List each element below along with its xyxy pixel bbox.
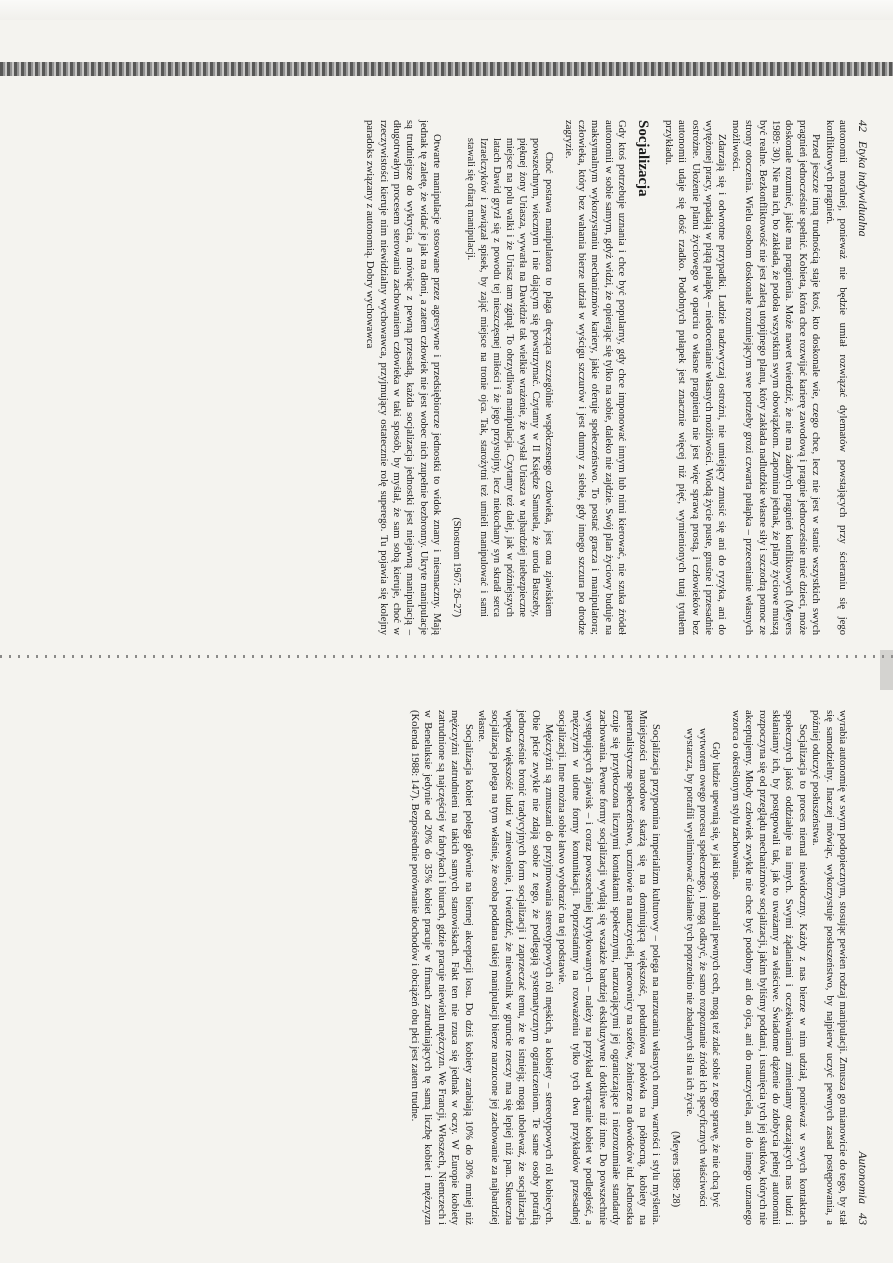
quote-citation: (Shostrom 1967: 26–27) bbox=[451, 517, 463, 617]
page-header-right bbox=[855, 1151, 870, 1225]
paragraph: Otwarte manipulacje stosowane przez agresywne i przedsiębiorcze jednostki to widok znany i niesmaczny. Mają jednak tę zaletę, że widać je jak na dłoni, a zatem człowiek nie jest wobec nich zupełnie bezbronny. Ukryte manipulacje są trudniejsze do wykrycia, a mówiąc z pewną przesadą, każda socjalizacja jednostki jest niejawną manipulacją – długotrwałym procesem sterowania zachowaniem człowieka w taki sposób, by myślał, że sam sobą kieruje, choć w rzeczywistości kieruje nim niewidzialny wychowawca, przyjmujący ostatecznie rolę superego. Tu pojawia się kolejny paradoks związany z autonomią. Dobry wychowawca bbox=[364, 120, 443, 635]
page-number: 43 bbox=[856, 1213, 870, 1225]
page-header-left bbox=[855, 120, 870, 237]
scan-edge-shadow bbox=[0, 62, 893, 76]
section-heading: Socjalizacja bbox=[635, 120, 652, 197]
block-quote: Choć postawa manipulatora to plaga dręcząca szczególnie współczesnego człowieka, jest ona zjawiskiem powszechnym, wiecznym i nie dającym się powstrzymać. Czytamy w II Księdze Samuela, że uroda Batszeby, pięknej żony Uriasza, wywarła na Dawidzie tak wielkie wrażenie, że wysłał Uriasza w najbardziej niebezpieczne miejsce na polu walki i że Uriasz tam zginął. To obrzydliwa manipulacja. Czytamy też dalej, jak w późniejszych latach Dawid gryzł się z powodu tej nieszczęsnej miłości i że jego przystojny, lecz niekochany syn skradł serca Izraelczyków i zawiązał spisek, by zająć miejsce na tronie ojca. Tak, starożytni też umieli manipulować i sami stawali się ofiarą manipulacji. bbox=[465, 138, 555, 617]
paragraph: Przed jeszcze inną trudnością staje ktoś, kto doskonale wie, czego chce, lecz nie jest w stanie wszystkich swych pragnień jednocześnie spełnić. Kobieta, która chce rozwijać karierę zawodową i pragnie jednocześnie mieć dzieci, może doskonale rozumieć, jakie ma pragnienia. Może nawet twierdzić, że nie ma żadnych pragnień konfliktowych (Meyers 1989: 30). Nie ma ich, bo zakłada, że podoła wszystkim swym obowiązkom. Zapomina jednak, że plany życiowe muszą być realne. Bezkonfliktowość nie jest zaletą utopijnego planu, który zakłada nadludzkie własne siły i szczodrą pomoc ze strony otoczenia. Wielu osobom doskonale rozumiejącym swe potrzeby grozi czwarta pułapka – przecenianie własnych możliwości. bbox=[729, 120, 822, 635]
paragraph: wyrabia autonomię w swym podopiecznym, stosując pewien rodzaj manipulacji. Zmusza go mianowicie do tego, by stał się samodzielny. Inaczej mówiąc, wykorzystuje posłuszeństwo, by najpierw uczyć pewnych zasad postępowania, a później oduczyć posłuszeństwa. bbox=[810, 710, 848, 1225]
paragraph: Socjalizacja kobiet polega głównie na biernej akceptacji losu. Do dziś kobiety zarabiają 10% do 30% mniej niż mężczyźni zatrudnieni na takich samych stanowiskach. Fakt ten nie rzuca się jednak w oczy. W Europie kobiety zatrudnione są najczęściej w fabrykach i biurach, gdzie pracuje niewielu mężczyzn. We Francji, Włoszech, Niemczech i w Beneluksie jedynie od 20% do 35% kobiet pracuje w firmach zatrudniających tę samą liczbę kobiet i mężczyzn (Kolenda 1988: 147). Bezpośrednie porównanie dochodów i obciążeń obu płci jest zatem trudne. bbox=[409, 710, 474, 1225]
running-title: Autonomia bbox=[856, 1151, 870, 1204]
page-content bbox=[320, 690, 880, 1245]
paragraph: autonomii moralnej, ponieważ nie będzie umiał rozwiązać dylematów powstających przy ścieraniu się jego konfliktowych pragnień. bbox=[823, 120, 848, 635]
right-book-page bbox=[320, 690, 880, 1245]
scan-gutter-noise bbox=[0, 655, 893, 658]
paragraph: Mężczyźni są zmuszani do przyjmowania stereotypowych ról męskich, a kobiety – stereotypowych ról kobiecych. Obie płcie zwykle nie zdają sobie z tego, że podlegają systematycznym ograniczeniom. Te same osoby potrafią jednocześnie bronić tradycyjnych form socjalizacji i zaprzeczać temu, że te istnieją; mogą uboleważ, że socjalizacja wpędza większość ludzi w zniewolenie, i twierdzić, że niewolnik w gruncie rzeczy ma się lepiej niż pan. Skuteczna socjalizacja polega na tym właśnie, że osoba poddana takiej manipulacji bierze narzucone jej zachowanie za najbardziej własne. bbox=[476, 710, 555, 1225]
paragraph: Socjalizacja przypomina imperializm kulturowy – polega na narzucaniu własnych norm, wartości i stylu myślenia. Mniejszości narodowe skarżą się na dominującą większość, południowa połówka na północną, kobiety na paternalistyczne społeczeństwo, uczniowie na nauczycieli, pracownicy na szefów, żołnierze na dowódców itd. Jednostka czuje się przytłoczona licznymi kontaktami społecznymi, narzucającymi jej ograniczające i niezrozumiałe standardy zachowania. Pewne formy socjalizacji wydają się wszakże bardziej ekskluzywne i dotkliwe niż inne. Do powszechnie występujących zjawisk – i coraz powszechniej krytykowanych – należy na przykład wtrącanie kobiet w podległość, a mężczyzn w ulotne formy komunikacji. Poprzestańmy na rozważeniu tylko tych dwu przykładów przesadnej socjalizacji. Inne można sobie łatwo wyobrazić na tej podstawie. bbox=[556, 710, 662, 1225]
paragraph: Zdarzają się i odwrotne przypadki. Ludzie nadzwyczaj ostrożni, nie umiejący zmusić się ani do ryzyka, ani do wytężonej pracy, wpadają w piątą pułapkę – niedocenianie własnych możliwości. Wiodą życie puste, gnuśne i przesadnie ostrożne. Ułożenie planu życiowego w oparciu o własne pragnienia nie jest więc sprawą prostą, i człowieków bez autonomii udaje się dość rzadko. Podobnych pułapek jest znacznie więcej niż pięć, wymienionych tutaj tytułem przykładu. bbox=[662, 120, 728, 635]
running-head bbox=[855, 710, 870, 1225]
quote-citation: (Meyers 1989: 28) bbox=[670, 1131, 682, 1207]
page-content bbox=[320, 100, 880, 655]
page-number: 42 bbox=[856, 120, 870, 132]
running-head bbox=[855, 120, 870, 635]
paragraph: Gdy ktoś potrzebuje uznania i chce być popularny, gdy chce imponować innym lub nimi kierować, nie szuka źródeł autonomii w sobie samym, gdyż widzi, że opierając się tylko na sobie, daleko nie zajdzie. Swój plan życiowy buduje na maksymalnym wykorzystaniu mechanizmów kariery, jakie oferuje społeczeństwo. To postać gracza i manipulatora; człowieka, który bez wahania bierze udział w wyścigu szczurów i jest dumny z siebie, gdy innego szczura po drodze zagryzie. bbox=[562, 120, 628, 635]
scan-background bbox=[0, 0, 893, 20]
block-quote: Gdy ludzie upewnią się, w jaki sposób nabrali pewnych cech, mogą też zdać sobie z tego sprawę, że nie chcą być wytworem owego procesu społecznego, i mogą odkryć, że samo rozpoznanie źródeł ich specyficznych właściwości wystarcza, by potrafili wyeliminować działanie tych poprzednio nie zbadanych sił na ich życie. bbox=[684, 728, 722, 1207]
gutter-shadow bbox=[880, 650, 893, 690]
running-title: Etyka indywidualna bbox=[856, 141, 870, 237]
left-book-page bbox=[320, 100, 880, 655]
paragraph: Socjalizacja to proces niemal niewidoczny. Każdy z nas bierze w nim udział, ponieważ w swych kontaktach społecznych jakoś oddziałuje na innych. Swymi żądaniami i oczekiwaniami zmieniamy otaczających nas ludzi i skłaniamy ich, by postępowali tak, jak to uważamy za właściwe. Świadome dążenie do zdobycia pełnej autonomii rozpoczyna się od przeglądu mechanizmów socjalizacji, jakim byliśmy poddani, i usunięcia tych jej skutków, których nie akceptujemy. Młody człowiek zwykle nie chce być podobny ani do ojca, ani do nauczyciela, ani do innego uznanego wzorca o określonym stylu zachowania. bbox=[729, 710, 808, 1225]
